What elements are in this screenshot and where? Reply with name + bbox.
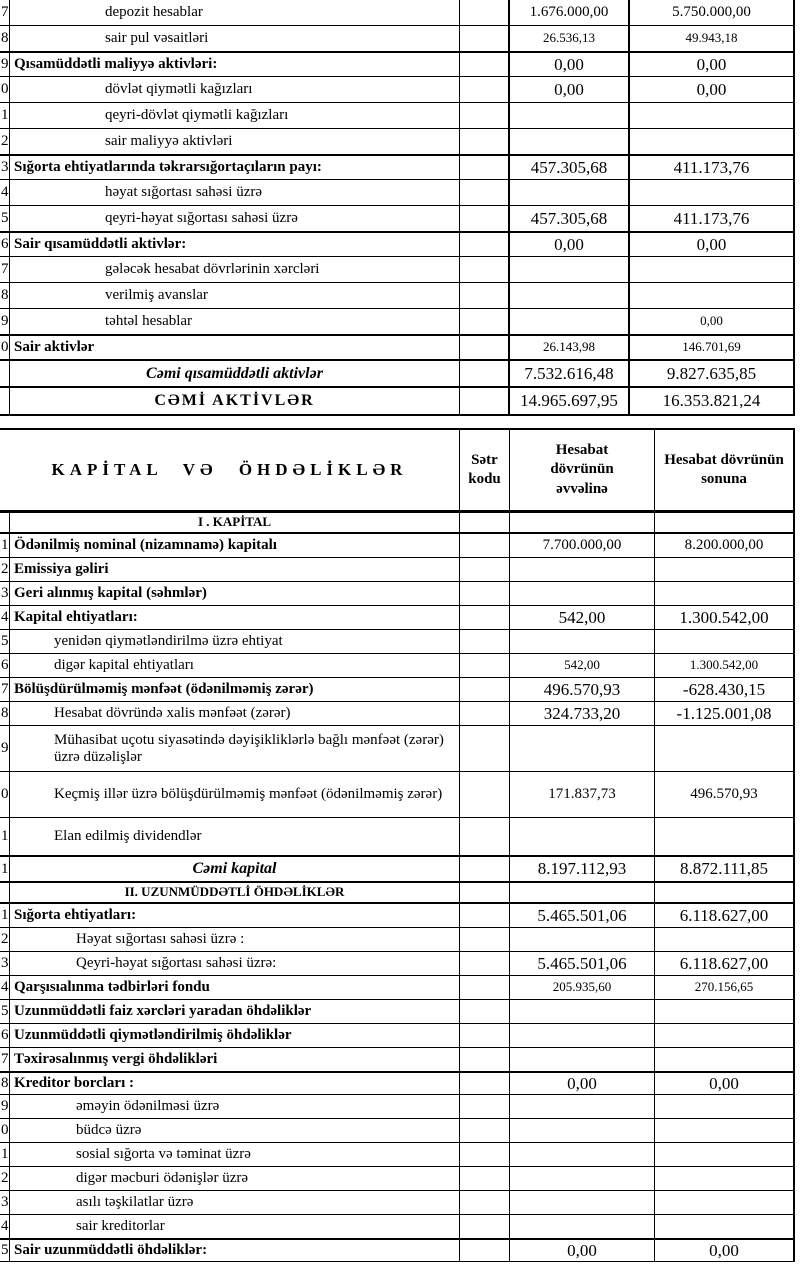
value-period-end (655, 1119, 795, 1142)
value-period-start (510, 818, 655, 855)
value-period-end (655, 582, 795, 605)
table-row (0, 630, 795, 654)
row-label: digər məcburi ödənişlər üzrə (10, 1167, 460, 1190)
value-period-start: 496.570,93 (510, 678, 655, 701)
value-period-start (510, 1024, 655, 1047)
value-period-start: 14.965.697,95 (510, 388, 630, 414)
row-label: Bölüşdürülməmiş mənfəət (ödənilməmiş zərər) (10, 678, 460, 701)
row-code (460, 1240, 510, 1261)
row-number: 4 (0, 606, 10, 629)
value-period-start (510, 1191, 655, 1214)
subtotal-row (0, 855, 795, 882)
value-period-start (510, 1167, 655, 1190)
row-code (460, 1000, 510, 1023)
row-number: 4 (0, 1215, 10, 1238)
row-label: asılı təşkilatlar üzrə (10, 1191, 460, 1214)
value-period-end (630, 103, 795, 128)
value-period-start: 457.305,68 (510, 156, 630, 179)
row-code (460, 1167, 510, 1190)
value-period-end (655, 1000, 795, 1023)
row-number: 8 (0, 702, 10, 725)
value-period-end (655, 1143, 795, 1166)
row-number: 2 (0, 558, 10, 581)
row-code (460, 883, 510, 902)
value-period-start: 542,00 (510, 606, 655, 629)
value-period-end: 146.701,69 (630, 336, 795, 359)
table-row (0, 231, 795, 257)
subtotal-row (0, 359, 795, 387)
row-code (460, 388, 510, 414)
row-number: 1 (0, 857, 10, 881)
table-row (0, 1167, 795, 1191)
row-label: Həyat sığortası sahəsi üzrə : (10, 928, 460, 951)
value-period-end (655, 818, 795, 855)
row-label: əməyin ödənilməsi üzrə (10, 1095, 460, 1118)
value-period-end: 0,00 (630, 233, 795, 256)
row-number: 3 (0, 1191, 10, 1214)
row-number: 3 (0, 156, 10, 179)
row-number: 7 (0, 0, 10, 25)
row-number: 0 (0, 772, 10, 817)
row-code (460, 513, 510, 532)
value-period-end (630, 129, 795, 154)
row-code (460, 678, 510, 701)
value-period-end (655, 1215, 795, 1238)
row-number: 8 (0, 1073, 10, 1094)
row-number: 5 (0, 1240, 10, 1261)
row-number: 7 (0, 1048, 10, 1071)
row-label: Sığorta ehtiyatları: (10, 904, 460, 927)
row-label: sair pul vəsaitləri (10, 26, 460, 51)
value-period-start (510, 883, 655, 902)
row-label: Ödənilmiş nominal (nizamnamə) kapitalı (10, 534, 460, 557)
value-period-start (510, 582, 655, 605)
value-period-start: 0,00 (510, 53, 630, 76)
row-number: 6 (0, 1024, 10, 1047)
table-row (0, 51, 795, 77)
table-row (0, 558, 795, 582)
value-period-end (655, 558, 795, 581)
table-row (0, 534, 795, 558)
value-period-start: 7.532.616,48 (510, 361, 630, 386)
value-period-start: 1.676.000,00 (510, 0, 630, 25)
row-number: 1 (0, 818, 10, 855)
value-period-end (630, 180, 795, 205)
total-label: Cəmi kapital (10, 857, 460, 881)
value-period-end: 6.118.627,00 (655, 952, 795, 975)
row-number: 9 (0, 726, 10, 771)
table-row (0, 1071, 795, 1095)
table-row (0, 129, 795, 155)
row-number: 1 (0, 1143, 10, 1166)
value-period-start: 7.700.000,00 (510, 534, 655, 557)
row-code (460, 904, 510, 927)
value-period-start: 5.465.501,06 (510, 952, 655, 975)
row-code (460, 156, 510, 179)
row-label: Sair aktivlər (10, 336, 460, 359)
row-code (460, 582, 510, 605)
row-label: Kapital ehtiyatları: (10, 606, 460, 629)
row-code (460, 206, 510, 231)
table-row (0, 334, 795, 360)
row-code (460, 1095, 510, 1118)
row-number: 8 (0, 26, 10, 51)
total-label: Cəmi qısamüddətli aktivlər (10, 361, 460, 386)
row-label: sair kreditorlar (10, 1215, 460, 1238)
row-code (460, 1215, 510, 1238)
value-period-end: 5.750.000,00 (630, 0, 795, 25)
value-period-end: 16.353.821,24 (630, 388, 795, 414)
value-period-end (655, 883, 795, 902)
value-period-start: 457.305,68 (510, 206, 630, 231)
row-label: digər kapital ehtiyatları (10, 654, 460, 677)
row-code (460, 558, 510, 581)
table-row (0, 1024, 795, 1048)
row-code (460, 309, 510, 334)
row-code (460, 702, 510, 725)
row-label: qeyri-dövlət qiymətli kağızları (10, 103, 460, 128)
row-code (460, 0, 510, 25)
row-number: 4 (0, 180, 10, 205)
value-period-start: 0,00 (510, 1073, 655, 1094)
table-row (0, 309, 795, 335)
row-code (460, 283, 510, 308)
row-code (460, 129, 510, 154)
row-number: 1 (0, 103, 10, 128)
value-period-start (510, 1048, 655, 1071)
value-period-start: 26.536,13 (510, 26, 630, 51)
value-period-start (510, 309, 630, 334)
row-number: 3 (0, 582, 10, 605)
row-code (460, 952, 510, 975)
row-code (460, 1119, 510, 1142)
section-header-row (0, 881, 795, 904)
table-row (0, 26, 795, 52)
value-period-start: 5.465.501,06 (510, 904, 655, 927)
row-code (460, 257, 510, 282)
column-header-row-code: Sətr kodu (460, 430, 510, 510)
value-period-start: 324.733,20 (510, 702, 655, 725)
row-label: Qısamüddətli maliyyə aktivləri: (10, 53, 460, 76)
table-row (0, 1191, 795, 1215)
row-number (0, 883, 10, 902)
row-number: 1 (0, 904, 10, 927)
row-number: 2 (0, 1167, 10, 1190)
row-label: Qarşısıalınma tədbirləri fondu (10, 976, 460, 999)
row-code (460, 1073, 510, 1094)
value-period-end (655, 1095, 795, 1118)
table-row (0, 154, 795, 180)
row-label: Sığorta ehtiyatlarında təkrarsığortaçıların payı: (10, 156, 460, 179)
row-code (460, 772, 510, 817)
value-period-end: -628.430,15 (655, 678, 795, 701)
table-row (0, 1000, 795, 1024)
row-label: dövlət qiymətli kağızları (10, 77, 460, 102)
value-period-start (510, 513, 655, 532)
value-period-end (655, 928, 795, 951)
value-period-end: 0,00 (630, 53, 795, 76)
value-period-end (630, 283, 795, 308)
value-period-end: 1.300.542,00 (655, 654, 795, 677)
value-period-start (510, 129, 630, 154)
table-row (0, 0, 795, 26)
value-period-start (510, 180, 630, 205)
table-row (0, 1119, 795, 1143)
table-row (0, 77, 795, 103)
row-code (460, 336, 510, 359)
section-title: II. UZUNMÜDDƏTLİ ÖHDƏLİKLƏR (10, 883, 460, 902)
value-period-end (655, 1048, 795, 1071)
value-period-start (510, 558, 655, 581)
table-row (0, 257, 795, 283)
row-label: Emissiya gəliri (10, 558, 460, 581)
value-period-end (630, 257, 795, 282)
row-code (460, 726, 510, 771)
value-period-end (655, 1024, 795, 1047)
value-period-start: 0,00 (510, 1240, 655, 1261)
table-row (0, 928, 795, 952)
row-label: Uzunmüddətli qiymətləndirilmiş öhdəliklər (10, 1024, 460, 1047)
table-row (0, 1095, 795, 1119)
table-row (0, 678, 795, 702)
table-row (0, 283, 795, 309)
capital-liabilities-table (0, 428, 795, 1262)
row-label: Geri alınmış kapital (səhmlər) (10, 582, 460, 605)
table-row (0, 952, 795, 976)
table-row (0, 702, 795, 726)
column-header-period-end: Hesabat dövrünün sonuna (655, 430, 795, 510)
assets-table (0, 0, 795, 416)
row-label: Elan edilmiş dividendlər (10, 818, 460, 855)
value-period-start (510, 928, 655, 951)
table-row (0, 582, 795, 606)
table-row (0, 1048, 795, 1072)
row-code (460, 53, 510, 76)
value-period-end: 1.300.542,00 (655, 606, 795, 629)
row-label: təhtəl hesablar (10, 309, 460, 334)
row-code (460, 1048, 510, 1071)
row-code (460, 361, 510, 386)
row-label: Uzunmüddətli faiz xərcləri yaradan öhdəliklər (10, 1000, 460, 1023)
row-number: 4 (0, 976, 10, 999)
value-period-end: 0,00 (630, 309, 795, 334)
row-number (0, 388, 10, 414)
row-code (460, 26, 510, 51)
row-label: yenidən qiymətləndirilmə üzrə ehtiyat (10, 630, 460, 653)
value-period-end: 49.943,18 (630, 26, 795, 51)
grand-total-row (0, 386, 795, 416)
value-period-end (655, 1167, 795, 1190)
row-number: 1 (0, 534, 10, 557)
column-header-period-start: Hesabat dövrünün əvvəlinə (510, 430, 655, 510)
value-period-start (510, 1000, 655, 1023)
value-period-end: 8.872.111,85 (655, 857, 795, 881)
row-label: sosial sığorta və təminat üzrə (10, 1143, 460, 1166)
value-period-end: 8.200.000,00 (655, 534, 795, 557)
table-row (0, 654, 795, 678)
value-period-start: 171.837,73 (510, 772, 655, 817)
value-period-end: 411.173,76 (630, 206, 795, 231)
value-period-start: 0,00 (510, 233, 630, 256)
value-period-start (510, 726, 655, 771)
row-number (0, 361, 10, 386)
row-number: 9 (0, 53, 10, 76)
value-period-start (510, 103, 630, 128)
row-code (460, 103, 510, 128)
row-number: 0 (0, 77, 10, 102)
row-code (460, 77, 510, 102)
row-code (460, 654, 510, 677)
row-number: 5 (0, 1000, 10, 1023)
row-code (460, 1191, 510, 1214)
row-code (460, 818, 510, 855)
row-code (460, 1143, 510, 1166)
capital-liabilities-title: KAPİTAL VƏ ÖHDƏLİKLƏR (0, 430, 460, 510)
value-period-start (510, 1119, 655, 1142)
row-number: 9 (0, 309, 10, 334)
table-row (0, 103, 795, 129)
row-label: Mühasibat uçotu siyasətində dəyişikliklərlə bağlı mənfəət (zərər) üzrə düzəlişlər (10, 726, 460, 771)
value-period-start: 205.935,60 (510, 976, 655, 999)
total-label: CƏMİ AKTİVLƏR (10, 388, 460, 414)
table-row (0, 772, 795, 818)
value-period-start: 542,00 (510, 654, 655, 677)
value-period-end: 411.173,76 (630, 156, 795, 179)
value-period-start (510, 630, 655, 653)
row-label: depozit hesablar (10, 0, 460, 25)
table-row (0, 606, 795, 630)
row-number: 8 (0, 283, 10, 308)
row-number: 5 (0, 630, 10, 653)
table-row (0, 180, 795, 206)
row-label: Sair uzunmüddətli öhdəliklər: (10, 1240, 460, 1261)
value-period-end (655, 630, 795, 653)
section-header-row (0, 511, 795, 534)
value-period-end: 270.156,65 (655, 976, 795, 999)
row-code (460, 976, 510, 999)
value-period-start: 26.143,98 (510, 336, 630, 359)
value-period-end (655, 513, 795, 532)
value-period-start: 8.197.112,93 (510, 857, 655, 881)
row-label: Hesabat dövründə xalis mənfəət (zərər) (10, 702, 460, 725)
value-period-end (655, 1191, 795, 1214)
value-period-start (510, 283, 630, 308)
row-code (460, 233, 510, 256)
table-header-row (0, 428, 795, 512)
value-period-start (510, 257, 630, 282)
row-number: 0 (0, 1119, 10, 1142)
row-number: 5 (0, 206, 10, 231)
row-label: qeyri-həyat sığortası sahəsi üzrə (10, 206, 460, 231)
value-period-end: 0,00 (655, 1240, 795, 1261)
row-code (460, 630, 510, 653)
row-code (460, 928, 510, 951)
row-code (460, 1024, 510, 1047)
row-number: 6 (0, 654, 10, 677)
row-number: 7 (0, 257, 10, 282)
value-period-end: 496.570,93 (655, 772, 795, 817)
row-code (460, 606, 510, 629)
value-period-end: -1.125.001,08 (655, 702, 795, 725)
row-number: 9 (0, 1095, 10, 1118)
table-row (0, 904, 795, 928)
row-label: Təxirəsalınmış vergi öhdəlikləri (10, 1048, 460, 1071)
table-row (0, 206, 795, 232)
table-row (0, 1215, 795, 1239)
row-label: gələcək hesabat dövrlərinin xərcləri (10, 257, 460, 282)
row-label: Sair qısamüddətli aktivlər: (10, 233, 460, 256)
row-number: 7 (0, 678, 10, 701)
value-period-start (510, 1215, 655, 1238)
row-label: həyat sığortası sahəsi üzrə (10, 180, 460, 205)
row-label: Keçmiş illər üzrə bölüşdürülməmiş mənfəət (ödənilməmiş zərər) (10, 772, 460, 817)
row-code (460, 180, 510, 205)
table-row (0, 1238, 795, 1262)
row-number (0, 513, 10, 532)
table-row (0, 1143, 795, 1167)
row-number: 2 (0, 129, 10, 154)
row-label: sair maliyyə aktivləri (10, 129, 460, 154)
value-period-end: 6.118.627,00 (655, 904, 795, 927)
value-period-start: 0,00 (510, 77, 630, 102)
value-period-end: 0,00 (655, 1073, 795, 1094)
row-number: 0 (0, 336, 10, 359)
value-period-end: 9.827.635,85 (630, 361, 795, 386)
table-row (0, 726, 795, 772)
row-number: 3 (0, 952, 10, 975)
value-period-end: 0,00 (630, 77, 795, 102)
table-row (0, 818, 795, 856)
value-period-start (510, 1095, 655, 1118)
section-title: I . KAPİTAL (10, 513, 460, 532)
table-row (0, 976, 795, 1000)
row-number: 6 (0, 233, 10, 256)
row-code (460, 857, 510, 881)
row-label: verilmiş avanslar (10, 283, 460, 308)
row-label: büdcə üzrə (10, 1119, 460, 1142)
value-period-end (655, 726, 795, 771)
row-code (460, 534, 510, 557)
row-label: Qeyri-həyat sığortası sahəsi üzrə: (10, 952, 460, 975)
value-period-start (510, 1143, 655, 1166)
row-number: 2 (0, 928, 10, 951)
row-label: Kreditor borcları : (10, 1073, 460, 1094)
